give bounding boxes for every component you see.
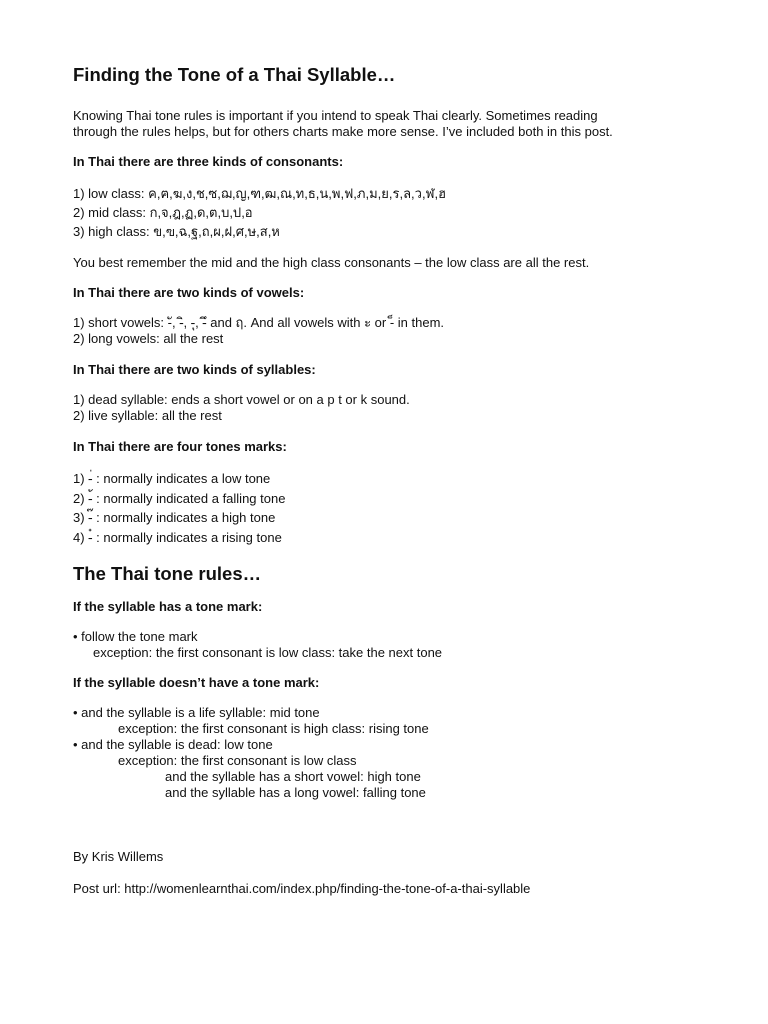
vowels-heading: In Thai there are two kinds of vowels: xyxy=(73,285,305,300)
with-mark-heading: If the syllable has a tone mark: xyxy=(73,599,263,614)
tone-mark-low: 1) -่ : normally indicates a low tone xyxy=(73,471,271,486)
without-mark-exception-low: exception: the first consonant is low class xyxy=(118,753,357,768)
without-mark-short-vowel: and the syllable has a short vowel: high tone xyxy=(165,769,421,784)
vowels-short: 1) short vowels: -ั, -ิ, -ุ, -ึ and ฤ. And all vowels with ะ or -็ in them. xyxy=(73,315,445,330)
vowels-long: 2) long vowels: all the rest xyxy=(73,331,224,346)
consonant-low-class: 1) low class: ค,ฅ,ฆ,ง,ช,ซ,ฌ,ญ,ฑ,ฒ,ณ,ท,ธ,น,พ,ฟ,ภ,ม,ย,ร,ล,ว,ฬ,ฮ xyxy=(73,186,447,201)
without-mark-long-vowel: and the syllable has a long vowel: falling tone xyxy=(165,785,426,800)
post-url: Post url: http://womenlearnthai.com/index.php/finding-the-tone-of-a-thai-syllable xyxy=(73,881,531,896)
rules-title: The Thai tone rules… xyxy=(73,563,262,584)
without-mark-exception-high: exception: the first consonant is high class: rising tone xyxy=(118,721,429,736)
without-mark-bullet-live: • and the syllable is a life syllable: mid tone xyxy=(73,705,320,720)
tone-mark-high: 3) -๊ : normally indicates a high tone xyxy=(73,510,276,525)
syllables-heading: In Thai there are two kinds of syllables: xyxy=(73,362,316,377)
with-mark-bullet: • follow the tone mark xyxy=(73,629,198,644)
consonants-heading: In Thai there are three kinds of consonants: xyxy=(73,154,344,169)
syllable-live: 2) live syllable: all the rest xyxy=(73,408,222,423)
without-mark-heading: If the syllable doesn’t have a tone mark: xyxy=(73,675,320,690)
tone-mark-falling: 2) -้ : normally indicated a falling tone xyxy=(73,490,286,506)
consonant-high-class: 3) high class: ข,ฃ,ฉ,ฐ,ถ,ผ,ฝ,ศ,ษ,ส,ห xyxy=(73,224,280,239)
author-line: By Kris Willems xyxy=(73,849,164,864)
intro-line-2: through the rules helps, but for others charts make more sense. I’ve included both in this post. xyxy=(73,124,613,139)
tone-marks-heading: In Thai there are four tones marks: xyxy=(73,439,287,454)
page-title: Finding the Tone of a Thai Syllable… xyxy=(73,64,396,85)
tone-mark-rising: 4) -๋ : normally indicates a rising tone xyxy=(73,529,282,545)
without-mark-bullet-dead: • and the syllable is dead: low tone xyxy=(73,737,273,752)
consonants-note: You best remember the mid and the high class consonants – the low class are all the rest. xyxy=(73,255,590,270)
document-page xyxy=(73,64,733,897)
with-mark-exception: exception: the first consonant is low class: take the next tone xyxy=(93,645,443,660)
intro-line-1: Knowing Thai tone rules is important if you intend to speak Thai clearly. Sometimes reading xyxy=(73,108,598,123)
syllable-dead: 1) dead syllable: ends a short vowel or on a p t or k sound. xyxy=(73,392,410,407)
consonant-mid-class: 2) mid class: ก,จ,ฎ,ฏ,ด,ต,บ,ป,อ xyxy=(73,205,253,220)
